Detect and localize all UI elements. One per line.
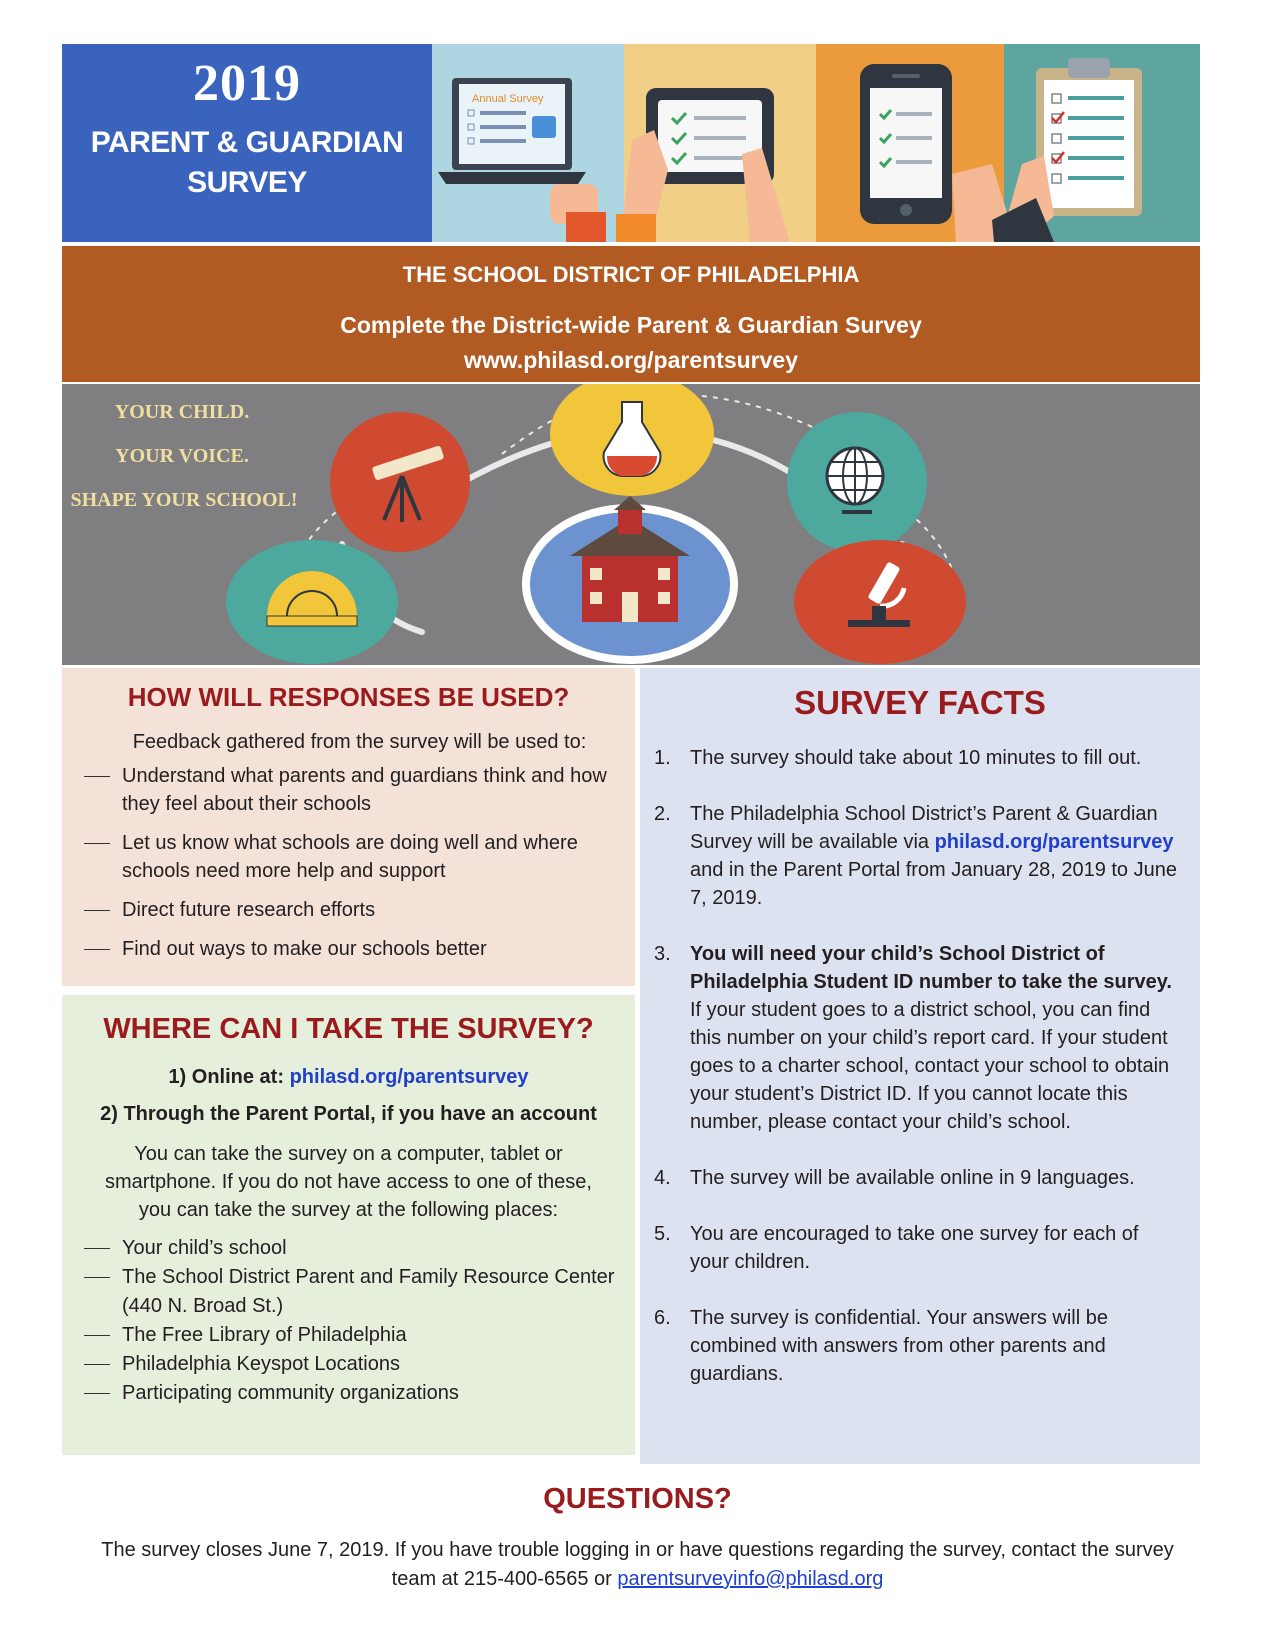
devices-banner-illustration: [432, 44, 1200, 242]
survey-facts-title: SURVEY FACTS: [794, 684, 1046, 721]
slogan-line2: YOUR VOICE.: [115, 445, 249, 467]
survey-places-list: [62, 1234, 635, 1408]
fact-item: [640, 1220, 1182, 1276]
how-responses-list: [62, 762, 635, 963]
fact-item: [640, 940, 1182, 1136]
school-subjects-graphic: [62, 384, 1200, 665]
fact-text: The Philadelphia School District’s Parent & Guardian Survey will be available via: [690, 803, 1158, 853]
fact-number: 3.: [654, 943, 671, 965]
survey-year: 2019: [193, 55, 301, 112]
closing-text: [95, 1536, 1180, 1594]
fact-text: The survey should take about 10 minutes to fill out.: [690, 747, 1142, 769]
slogan-line1: YOUR CHILD.: [114, 401, 250, 423]
fact-item: [640, 1164, 1182, 1192]
district-survey-url[interactable]: www.philasd.org/parentsurvey: [463, 347, 798, 373]
fact-item: [640, 1304, 1182, 1388]
survey-title-block: [62, 44, 432, 242]
fact-number: 5.: [654, 1223, 671, 1245]
questions-title: QUESTIONS?: [543, 1483, 732, 1515]
where-online-label: 1) Online at:: [168, 1066, 285, 1088]
district-name: THE SCHOOL DISTRICT OF PHILADELPHIA: [402, 262, 860, 287]
survey-title-line2: SURVEY: [187, 166, 307, 199]
how-responses-title: HOW WILL RESPONSES BE USED?: [127, 682, 570, 712]
survey-title-line1: PARENT & GUARDIAN: [90, 126, 404, 159]
district-band: [62, 246, 1200, 382]
fact-text: and in the Parent Portal from January 28, 2019 to June 7, 2019.: [690, 859, 1177, 909]
list-item: Understand what parents and guardians think and how they feel about their schools: [62, 762, 635, 818]
fact-number: 4.: [654, 1167, 671, 1189]
contact-email-link[interactable]: parentsurveyinfo@philasd.org: [617, 1568, 884, 1590]
where-take-survey-title: WHERE CAN I TAKE THE SURVEY?: [103, 1013, 594, 1045]
where-portal-option: 2) Through the Parent Portal, if you have an account: [100, 1103, 597, 1125]
closing-message: The survey closes June 7, 2019. If you have trouble logging in or have questions regarding the survey, contact the survey team at 215-400-6565 or: [101, 1539, 1174, 1590]
survey-facts-panel: [640, 668, 1200, 1464]
telescope-icon: [330, 412, 470, 552]
laptop-annual-survey-label: Annual Survey: [472, 93, 544, 105]
fact-text: If your student goes to a district school, you can find this number on your child’s report card. If your student goes to a charter school, contact your school to obtain your student’s District ID. If you cannot locate this number, please contact your child’s school.: [690, 999, 1170, 1133]
fact-number: 6.: [654, 1307, 671, 1329]
where-online-option: [62, 1066, 635, 1089]
list-item: The School District Parent and Family Resource Center (440 N. Broad St.): [62, 1263, 635, 1321]
fact-item: [640, 800, 1182, 912]
how-responses-used-panel: [62, 668, 635, 986]
where-online-link[interactable]: philasd.org/parentsurvey: [289, 1066, 529, 1088]
list-item: Direct future research efforts: [62, 896, 635, 924]
slogan-line3: SHAPE YOUR SCHOOL!: [70, 489, 298, 511]
fact-text: The survey is confidential. Your answers will be combined with answers from other parents and guardians.: [690, 1307, 1108, 1385]
list-item: Participating community organizations: [62, 1379, 635, 1408]
fact-item: [640, 744, 1182, 772]
fact-number: 1.: [654, 747, 671, 769]
list-item: The Free Library of Philadelphia: [62, 1321, 635, 1350]
list-item: Your child’s school: [62, 1234, 635, 1263]
survey-facts-list: [640, 744, 1200, 1388]
fact-survey-link[interactable]: philasd.org/parentsurvey: [934, 831, 1174, 853]
list-item: Philadelphia Keyspot Locations: [62, 1350, 635, 1379]
how-responses-intro: Feedback gathered from the survey will be used to:: [132, 731, 587, 753]
protractor-icon: [226, 540, 398, 664]
fact-text: You are encouraged to take one survey for each of your children.: [690, 1223, 1139, 1273]
where-take-survey-panel: [62, 995, 635, 1455]
fact-bold-text: You will need your child’s School District of Philadelphia Student ID number to take the survey.: [690, 943, 1172, 993]
fact-text: The survey will be available online in 9 languages.: [690, 1167, 1135, 1189]
globe-icon: [787, 412, 927, 552]
district-call-to-action: Complete the District-wide Parent & Guardian Survey: [340, 312, 922, 338]
where-description: You can take the survey on a computer, tablet or smartphone. If you do not have access to one of these, you can take the survey at the following places:: [105, 1143, 592, 1221]
list-item: Let us know what schools are doing well and where schools need more help and support: [62, 829, 635, 885]
microscope-icon: [794, 540, 966, 664]
fact-number: 2.: [654, 803, 671, 825]
list-item: Find out ways to make our schools better: [62, 935, 635, 963]
